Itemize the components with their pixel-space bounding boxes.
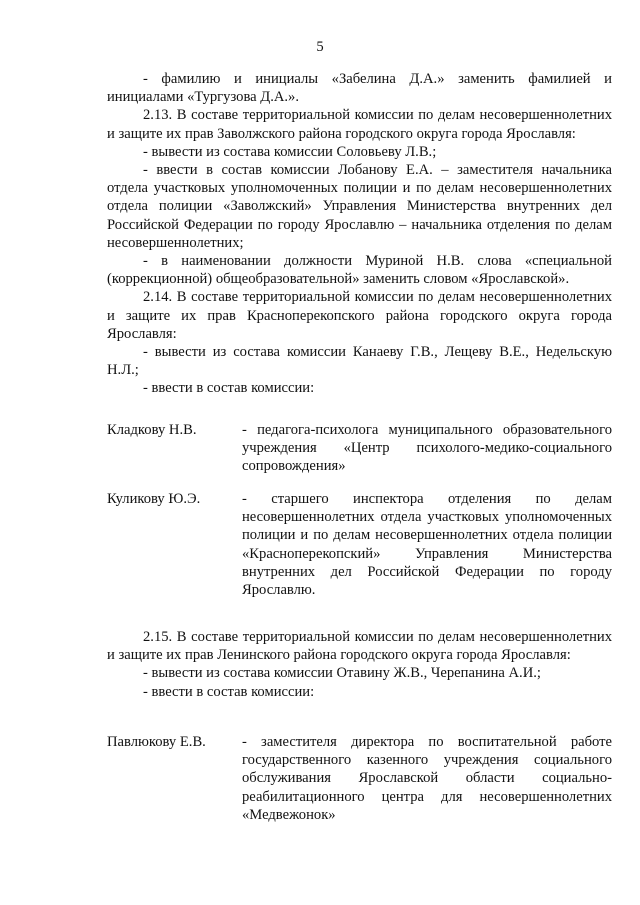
paragraph: - ввести в состав комиссии: xyxy=(143,380,315,397)
paragraph: - в наименовании должности Муриной Н.В. слова «специальной (коррекционной) общеобразовательной» заменить словом «Ярославской». xyxy=(107,253,612,288)
paragraph: - фамилию и инициалы «Забелина Д.А.» заменить фамилией и инициалами «Тургузова Д.А.». xyxy=(107,71,612,106)
page-number: 5 xyxy=(316,39,324,55)
paragraph: - вывести из состава комиссии Канаеву Г.В., Лещеву В.Е., Недельскую Н.Л.; xyxy=(107,344,612,379)
text-block-1 xyxy=(107,70,612,398)
paragraph: 2.14. В составе территориальной комиссии по делам несовершеннолетних и защите их прав Красноперекопского района городского округа города Ярославля: xyxy=(107,289,612,342)
paragraph: - вывести из состава комиссии Соловьеву Л.В.; xyxy=(143,143,437,160)
member-name: Кладкову Н.В. xyxy=(107,422,197,438)
paragraph: 2.13. В составе территориальной комиссии по делам несовершеннолетних и защите их прав Заволжского района городского округа города Ярославля: xyxy=(107,107,612,142)
paragraph: - ввести в состав комиссии Лобанову Е.А. – заместителя начальника отдела участковых уполномоченных полиции и по делам несовершеннолетних отдела полиции «Заволжский» Управления Министерства внутренних дел Российской Федерации по городу Ярославлю – начальника отделения по делам несовершеннолетних; xyxy=(107,162,612,251)
member-description: - педагога-психолога муниципального образовательного учреждения «Центр психолого-медико-социального сопровождения» xyxy=(242,422,612,475)
paragraph: - вывести из состава комиссии Отавину Ж.В., Черепанина А.И.; xyxy=(143,665,541,682)
paragraph: - ввести в состав комиссии: xyxy=(143,683,315,700)
member-description: - заместителя директора по воспитательной работе государственного казенного учреждения социального обслуживания Ярославской области социально-реабилитационного центра для несовершеннолетних «Медвежонок» xyxy=(242,734,612,823)
member-name: Куликову Ю.Э. xyxy=(107,491,201,507)
member-description: - старшего инспектора отделения по делам несовершеннолетних отдела участковых уполномоченных полиции и по делам несовершеннолетних отдела полиции «Красноперекопский» Управления Министерства внутренних дел Российской Федерации по городу Ярославлю. xyxy=(242,491,612,599)
paragraph: 2.15. В составе территориальной комиссии по делам несовершеннолетних и защите их прав Ленинского района городского округа города Ярославля: xyxy=(107,629,612,664)
member-name: Павлюкову Е.В. xyxy=(107,734,206,750)
text-block-2 xyxy=(107,628,612,701)
